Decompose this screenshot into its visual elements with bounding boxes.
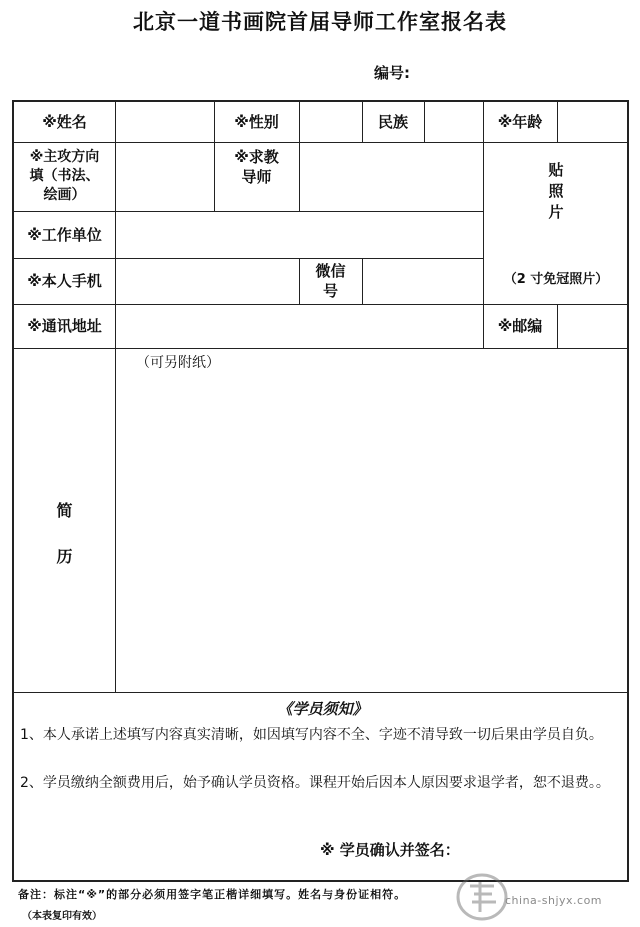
resume-field[interactable] — [116, 348, 629, 692]
photo-label-line3: 片 — [548, 203, 564, 221]
mentor-field[interactable] — [299, 142, 483, 211]
ethnicity-label: 民族 — [377, 113, 408, 131]
photo-label — [483, 160, 629, 223]
name-label: ※姓名 — [42, 113, 87, 131]
name-field[interactable] — [115, 102, 214, 142]
resume-attach-note: （可另附纸） — [136, 355, 220, 371]
age-field[interactable] — [557, 102, 629, 142]
photo-size-note: （2 寸免冠照片） — [503, 272, 609, 287]
postcode-label: ※邮编 — [497, 317, 543, 335]
mentor-label — [214, 142, 299, 192]
resume-label — [14, 352, 115, 692]
form-title: 北京一道书画院首届导师工作室报名表 — [133, 10, 507, 34]
resume-label-char1: 简 — [56, 501, 73, 520]
footer-note: 备注：标注“※”的部分必须用签字笔正楷详细填写。姓名与身份证相符。 — [18, 888, 407, 901]
notice-item-2: 2、学员缴纳全额费用后，始予确认学员资格。课程开始后因本人原因要求退学者，恕不退费。。 — [20, 775, 610, 791]
work-unit-label: ※工作单位 — [27, 225, 102, 244]
registration-form-table — [12, 100, 629, 882]
resume-label-char2: 历 — [56, 547, 73, 566]
row-divider — [14, 692, 629, 693]
mentor-label-line1: ※求教 — [234, 148, 279, 166]
phone-field[interactable] — [115, 258, 299, 304]
age-label: ※年龄 — [497, 113, 543, 131]
direction-field[interactable] — [115, 142, 214, 211]
gender-field[interactable] — [299, 102, 362, 142]
wechat-label-line1: 微信 — [315, 262, 346, 280]
photo-label-line1: 贴 — [548, 161, 564, 179]
photo-box[interactable] — [483, 142, 629, 304]
direction-label-line2: 填（书法、 — [29, 168, 100, 184]
direction-label-line3: 绘画） — [43, 187, 86, 203]
gender-label: ※性别 — [234, 113, 279, 131]
direction-label — [14, 142, 115, 211]
notice-title: 《学员须知》 — [277, 700, 368, 718]
work-unit-field[interactable] — [115, 211, 483, 258]
photo-label-line2: 照 — [548, 182, 564, 200]
serial-number-label: 编号: — [374, 64, 410, 82]
watermark-logo-icon — [452, 868, 512, 926]
address-label: ※通讯地址 — [27, 317, 102, 335]
signature-field[interactable] — [480, 832, 625, 862]
footer-copy-valid-note: （本表复印有效） — [22, 911, 102, 922]
ethnicity-field[interactable] — [424, 102, 483, 142]
watermark-text: china-shjyx.com — [505, 894, 603, 907]
wechat-field[interactable] — [362, 258, 483, 304]
mentor-label-line2: 导师 — [241, 168, 272, 186]
wechat-label-line2: 号 — [322, 282, 338, 300]
notice-item-1: 1、本人承诺上述填写内容真实清晰，如因填写内容不全、字迹不清导致一切后果由学员自负。 — [20, 727, 603, 743]
phone-label: ※本人手机 — [27, 272, 102, 290]
student-confirm-signature-label: ※ 学员确认并签名： — [320, 841, 460, 859]
postcode-field[interactable] — [557, 304, 629, 348]
address-field[interactable] — [115, 304, 483, 348]
wechat-label — [299, 258, 362, 304]
direction-label-line1: ※主攻方向 — [29, 149, 100, 165]
